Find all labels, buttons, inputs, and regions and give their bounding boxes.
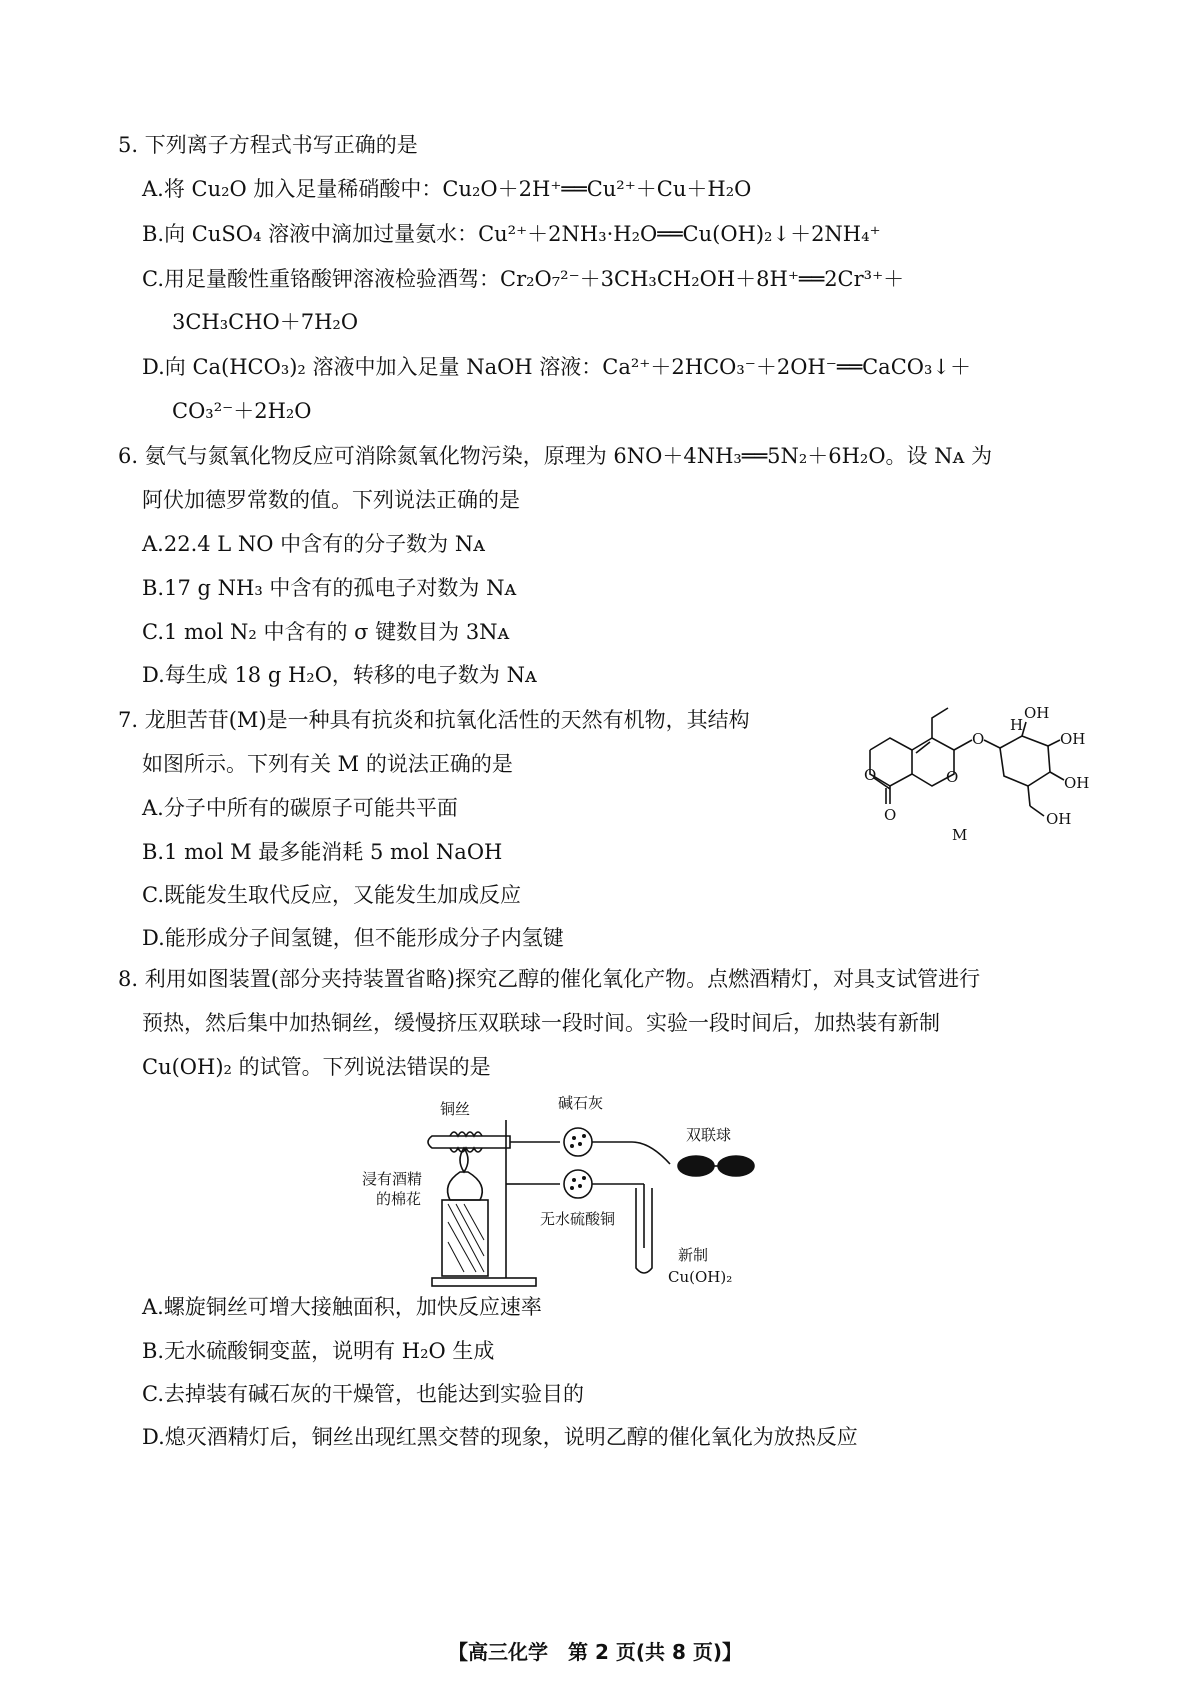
q7-stem-2: 如图所示。下列有关 M 的说法正确的是: [142, 752, 513, 776]
q5-option-c-label: C.: [142, 267, 164, 291]
q8-option-d: [142, 1422, 858, 1452]
q7-option-b-text: 1 mol M 最多能消耗 5 mol NaOH: [164, 840, 503, 864]
label-double-bulb: 双联球: [686, 1126, 732, 1144]
q8-option-b-label: B.: [142, 1339, 165, 1363]
q5-option-c: [142, 264, 904, 294]
q8-stem-1: 8. 利用如图装置(部分夹持装置省略)探究乙醇的催化氧化产物。点燃酒精灯，对具支试管进行: [118, 967, 981, 991]
label-cuso4: 无水硫酸铜: [540, 1210, 616, 1228]
q8-stem-3: Cu(OH)₂ 的试管。下列说法错误的是: [142, 1055, 491, 1079]
q8-option-d-label: D.: [142, 1425, 165, 1449]
molecule-m-figure: [860, 700, 1100, 860]
label-soda-lime: 碱石灰: [558, 1094, 604, 1112]
q5-option-a-label: A.: [142, 177, 164, 201]
mol-o-carbonyl: O: [884, 806, 897, 824]
q6-option-a-label: A.: [142, 532, 164, 556]
label-cotton-2: 的棉花: [376, 1190, 422, 1208]
q6-option-c-label: C.: [142, 620, 164, 644]
label-copper-wire: 铜丝: [440, 1100, 471, 1118]
q5-stem: 5. 下列离子方程式书写正确的是: [118, 133, 418, 157]
q7-option-a-label: A.: [142, 796, 164, 820]
label-fresh-2: Cu(OH)₂: [668, 1268, 733, 1286]
q6-option-d-label: D.: [142, 663, 165, 687]
q7-stem-1: 7. 龙胆苦苷(M)是一种具有抗炎和抗氧化活性的天然有机物，其结构: [118, 708, 750, 732]
q5-option-d-label: D.: [142, 355, 165, 379]
q6-option-a: [142, 529, 485, 559]
mol-oh-4: OH: [1046, 810, 1072, 828]
q8-option-d-text: 熄灭酒精灯后，铜丝出现红黑交替的现象，说明乙醇的催化氧化为放热反应: [164, 1425, 858, 1449]
q6-option-b-label: B.: [142, 576, 165, 600]
q8-option-a-label: A.: [142, 1295, 164, 1319]
q5-option-d-text: 向 Ca(HCO₃)₂ 溶液中加入足量 NaOH 溶液：Ca²⁺＋2HCO₃⁻＋2OH⁻══CaCO₃↓＋: [164, 355, 971, 379]
q8-option-c-label: C.: [142, 1382, 164, 1406]
q8-option-c: [142, 1379, 584, 1409]
q8-option-a-text: 螺旋铜丝可增大接触面积，加快反应速率: [163, 1295, 542, 1319]
q7-option-d: [142, 923, 564, 953]
q5-option-d-cont: CO₃²⁻＋2H₂O: [172, 399, 312, 423]
q6-option-c: [142, 617, 509, 647]
q6-stem-1: 6. 氨气与氮氧化物反应可消除氮氧化物污染，原理为 6NO＋4NH₃══5N₂＋6H₂O。设 Nᴀ 为: [118, 444, 993, 468]
q6-option-b: [142, 573, 516, 603]
q6-option-c-text: 1 mol N₂ 中含有的 σ 键数目为 3Nᴀ: [164, 620, 510, 644]
mol-oh-1: OH: [1024, 704, 1050, 722]
q7-option-a-text: 分子中所有的碳原子可能共平面: [163, 796, 458, 820]
apparatus-figure: [362, 1092, 800, 1288]
q8-option-b-text: 无水硫酸铜变蓝，说明有 H₂O 生成: [164, 1339, 495, 1363]
q5-option-a: [142, 174, 751, 204]
q6-option-b-text: 17 g NH₃ 中含有的孤电子对数为 Nᴀ: [164, 576, 517, 600]
q5-option-b-text: 向 CuSO₄ 溶液中滴加过量氨水：Cu²⁺＋2NH₃·H₂O══Cu(OH)₂↓＋2NH₄⁺: [164, 222, 881, 246]
q7-option-b-label: B.: [142, 840, 165, 864]
q5-option-a-text: 将 Cu₂O 加入足量稀硝酸中：Cu₂O＋2H⁺══Cu²⁺＋Cu＋H₂O: [163, 177, 752, 201]
q7-option-c-text: 既能发生取代反应，又能发生加成反应: [164, 883, 521, 907]
q5-option-b-label: B.: [142, 222, 165, 246]
label-cotton-1: 浸有酒精: [362, 1170, 423, 1188]
mol-o-ring2: O: [946, 768, 959, 786]
q6-option-a-text: 22.4 L NO 中含有的分子数为 Nᴀ: [163, 532, 486, 556]
q5-option-c-text: 用足量酸性重铬酸钾溶液检验酒驾：Cr₂O₇²⁻＋3CH₃CH₂OH＋8H⁺══2Cr³⁺＋: [164, 267, 905, 291]
mol-oh-3: OH: [1064, 774, 1090, 792]
q5-option-c-cont: 3CH₃CHO＋7H₂O: [172, 310, 359, 334]
q7-option-d-text: 能形成分子间氢键，但不能形成分子内氢键: [164, 926, 564, 950]
label-fresh-1: 新制: [678, 1246, 709, 1264]
q8-option-b: [142, 1336, 494, 1366]
mol-o-link: O: [972, 730, 985, 748]
mol-oh-2: OH: [1060, 730, 1086, 748]
mol-h: H: [1010, 716, 1024, 734]
q5-option-b: [142, 219, 881, 249]
mol-o-ring1: O: [864, 766, 877, 784]
q8-option-a: [142, 1292, 542, 1322]
mol-label-m: M: [952, 826, 968, 844]
q6-option-d-text: 每生成 18 g H₂O，转移的电子数为 Nᴀ: [164, 663, 537, 687]
q7-option-c-label: C.: [142, 883, 164, 907]
q6-stem-2: 阿伏加德罗常数的值。下列说法正确的是: [142, 488, 520, 512]
q7-option-b: [142, 837, 502, 867]
q7-option-a: [142, 793, 458, 823]
page-footer: 【高三化学 第 2 页(共 8 页)】: [448, 1640, 742, 1664]
q7-option-c: [142, 880, 521, 910]
q5-option-d: [142, 352, 971, 382]
q8-option-c-text: 去掉装有碱石灰的干燥管，也能达到实验目的: [164, 1382, 584, 1406]
q8-stem-2: 预热，然后集中加热铜丝，缓慢挤压双联球一段时间。实验一段时间后，加热装有新制: [142, 1011, 940, 1035]
q7-option-d-label: D.: [142, 926, 165, 950]
q6-option-d: [142, 660, 537, 690]
